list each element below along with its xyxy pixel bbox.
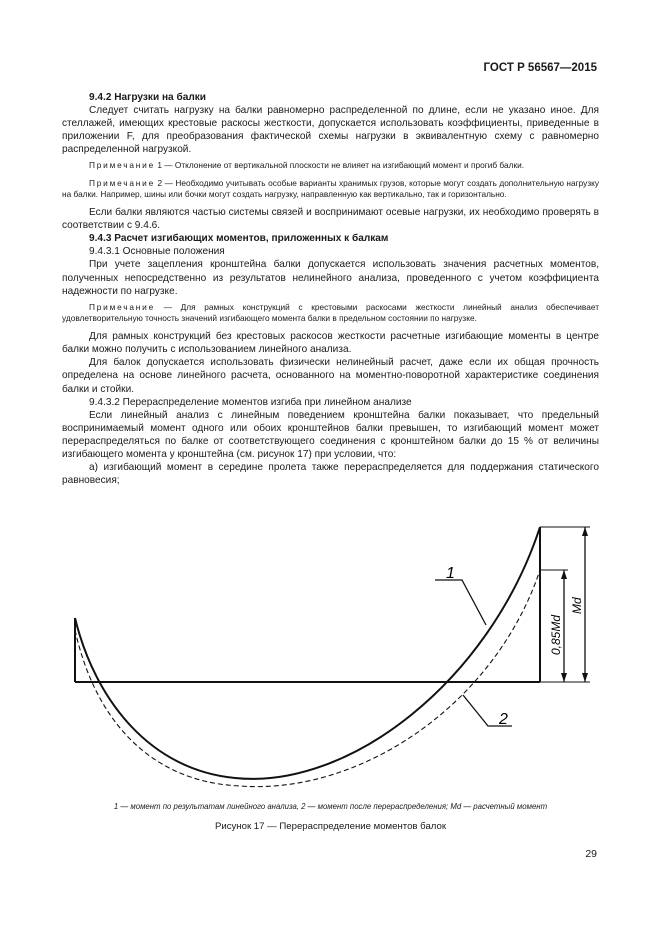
standard-header: ГОСТ Р 56567—2015 <box>483 62 597 74</box>
list-item-a: а) изгибающий момент в середине пролета также перераспределяется для поддержания статического равновесия; <box>62 462 599 487</box>
arrow-085md-bottom <box>561 673 567 682</box>
note-1-text: 1 — Отклонение от вертикальной плоскости не влияет на изгибающий момент и прогиб балки. <box>157 160 525 171</box>
section-942-title: 9.4.2 Нагрузки на балки <box>89 92 206 103</box>
note-3-text: — Для рамных конструкций с крестовыми раскосами жесткости линейный анализ обеспечивает удовлетворительную точность значений изгибающего момента балки в предельном состоянии по нагрузке. <box>62 301 599 323</box>
label-1: 1 <box>446 565 455 582</box>
note-3-label: Примечание <box>89 301 156 312</box>
arrow-md-bottom <box>582 673 588 682</box>
section-943-paragraph-1: При учете зацепления кронштейна балки допускается использовать значения расчетных моментов, полученных непосредственно из результатов нелинейного анализа, проведенного с учетом коэффициента надежности по нагрузке. <box>62 259 599 297</box>
section-9432-title: 9.4.3.2 Перераспределение моментов изгиба при линейном анализе <box>89 396 412 408</box>
section-9431-title: 9.4.3.1 Основные положения <box>89 246 225 258</box>
dimension-label-085md: 0,85Md <box>549 614 563 655</box>
figure-caption: Рисунок 17 — Перераспределение моментов балок <box>214 821 447 832</box>
moment-curve-linear <box>75 527 540 779</box>
label-2: 2 <box>499 711 508 728</box>
section-942-paragraph-1: Следует считать нагрузку на балки равномерно распределенной по длине, если не указано иное. Для стеллажей, имеющих крестовые раскосы жесткости, допускается использовать коэффициенты, приведенные в приложении F, для преобразования фактической схемы нагрузки в эквивалентную схему с равномерно распределенной нагрузкой. <box>62 105 599 156</box>
note-2 <box>62 178 599 200</box>
page-number: 29 <box>585 848 597 860</box>
section-943-paragraph-4: Если линейный анализ с линейным поведением кронштейна балки показывает, что предельный воспринимаемый момент одного или обоих кронштейнов балки превышен, то изгибающий момент может перераспределяться по балке от соответствующего соединения с кронштейном балки до 15 % от величины изгибающего момента у кронштейна (см. рисунок 17) при условии, что: <box>62 409 599 460</box>
dimension-label-md: Md <box>570 597 584 614</box>
section-943-title: 9.4.3 Расчет изгибающих моментов, приложенных к балкам <box>89 233 389 245</box>
note-1-label: Примечание <box>89 160 156 171</box>
section-943-paragraph-2: Для рамных конструкций без крестовых раскосов жесткости расчетные изгибающие моменты в центре балки можно получить с использованием линейного анализа. <box>62 331 599 356</box>
note-3 <box>62 302 599 324</box>
note-2-label: Примечание <box>89 177 156 188</box>
section-942-paragraph-2: Если балки являются частью системы связей и воспринимают осевые нагрузки, их необходимо проверять в соответствии с 9.4.6. <box>62 207 599 232</box>
figure-legend: 1 — момент по результатам линейного анализа, 2 — момент после перераспределения; Md — расчетный момент <box>113 802 548 811</box>
section-943-paragraph-3: Для балок допускается использовать физически нелинейный расчет, даже если их общая прочность определена на основе линейного расчета, основанного на моментно-поворотной характеристике соединения балки и стойки. <box>62 357 599 395</box>
main-text <box>62 91 599 487</box>
label-1-leader <box>435 580 486 625</box>
moment-curve-redistributed <box>75 570 540 787</box>
arrow-085md-top <box>561 570 567 579</box>
note-2-text: 2 — Необходимо учитывать особые варианты хранимых грузов, которые могут создать дополнительную нагрузку на балки. Например, шины или бочки могут создать нагрузку, направленную как вертикально, так и горизонтально. <box>62 177 600 199</box>
arrow-md-top <box>582 527 588 536</box>
moment-diagram <box>0 518 661 808</box>
note-1 <box>62 160 599 171</box>
